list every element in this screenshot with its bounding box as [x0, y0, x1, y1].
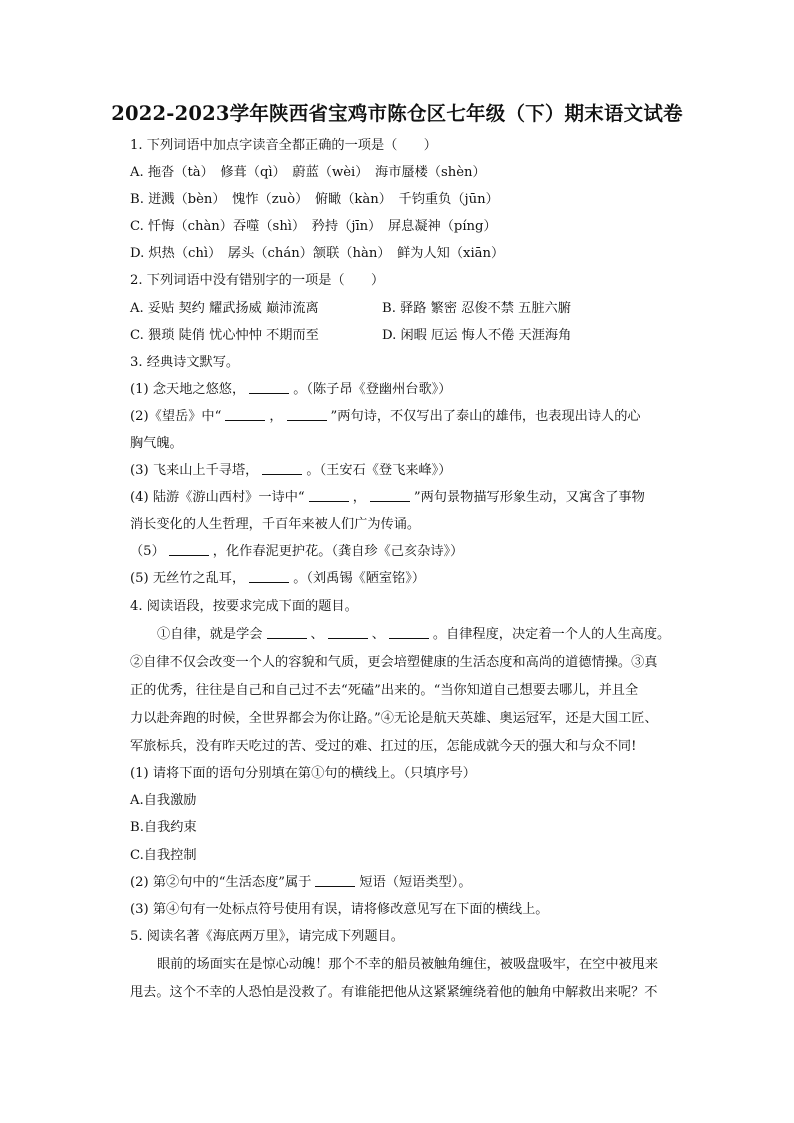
q5-stem: 5. 阅读名著《海底两万里》，请完成下列题目。: [130, 929, 404, 944]
q4-sub-3: (3) 第④句有一处标点符号使用有误，请将修改意见写在下面的横线上。: [130, 902, 549, 917]
q3-item-1-source: 。（陈子昂《登幽州台歌》）: [293, 382, 452, 397]
q3-item-3-source: 。（王安石《登飞来峰》）: [306, 463, 452, 478]
q4-passage-line-1: [157, 626, 670, 644]
q2-option-b: B. 驿路 繁密 忍俊不禁 五脏六腑: [382, 301, 571, 316]
q3-item-5: [130, 543, 463, 561]
q3-item-4-rest: ”两句景物描写形象生动，又寓含了事物: [413, 490, 645, 505]
q4-stem: 4. 阅读语段，按要求完成下面的题目。: [130, 599, 358, 614]
q3-item-4-cont: 消长变化的人生哲理，千百年来被人们广为传诵。: [130, 517, 421, 532]
q3-item-6-text: (5) 无丝竹之乱耳，: [130, 571, 246, 586]
q4-passage-line-2: ②自律不仅会改变一个人的容貌和气质，更会培塑健康的生活态度和高尚的道德情操。③真: [130, 655, 658, 670]
answer-blank[interactable]: [287, 408, 327, 421]
answer-blank[interactable]: [370, 489, 410, 502]
q3-item-3: [130, 462, 451, 480]
answer-blank[interactable]: [328, 626, 368, 639]
q4-passage-text: ①自律，就是学会: [157, 627, 263, 642]
page-title: 2022-2023学年陕西省宝鸡市陈仓区七年级（下）期末语文试卷: [111, 102, 683, 125]
q4-passage-text: 。自律程度，决定着一个人的人生高度。: [432, 627, 671, 642]
answer-blank[interactable]: [315, 874, 355, 887]
q2-option-c: C. 猥琐 陡俏 忧心忡忡 不期而至: [130, 328, 319, 343]
q1-option-b: B. 迸溅（bèn） 愧怍（zuò） 俯瞰（kàn） 千钧重负（jūn）: [130, 192, 499, 207]
q3-item-4-sep: ，: [352, 490, 366, 505]
q1-option-c: C. 忏悔（chàn）吞噬（shì） 矜持（jīn） 屏息凝神（píng）: [130, 219, 497, 234]
q4-option-c: C.自我控制: [130, 848, 197, 863]
q5-passage-line-1: 眼前的场面实在是惊心动魄！那个不幸的船员被触角缠住，被吸盘吸牢，在空中被甩来: [157, 957, 659, 972]
q4-passage-line-5: 军旅标兵，没有昨天吃过的苦、受过的难、扛过的压，怎能成就今天的强大和与众不同!: [130, 739, 637, 754]
q3-item-4: [130, 489, 645, 507]
q3-item-2-text: (2)《望岳》中“: [130, 409, 222, 424]
answer-blank[interactable]: [169, 543, 209, 556]
answer-blank[interactable]: [249, 570, 289, 583]
q3-item-4-text: (4) 陆游《游山西村》一诗中“: [130, 490, 305, 505]
q3-item-6-source: 。（刘禹锡《陋室铭》）: [293, 571, 426, 586]
q2-stem: 2. 下列词语中没有错别字的一项是（ ）: [130, 273, 385, 288]
q4-sub-2-text: (2) 第②句中的“生活态度”属于: [130, 875, 312, 890]
answer-blank[interactable]: [249, 381, 289, 394]
q3-item-3-text: (3) 飞来山上千寻塔，: [130, 463, 259, 478]
q4-passage-line-4: 力以赴奔跑的时候，全世界都会为你让路。”④无论是航天英雄、奥运冠军，还是大国工匠、: [130, 711, 658, 726]
q3-item-1: [130, 381, 451, 399]
answer-blank[interactable]: [267, 626, 307, 639]
q3-item-5-rest: ，化作春泥更护花。（龚自珍《己亥杂诗》）: [212, 544, 464, 559]
q3-item-6: [130, 570, 425, 588]
answer-blank[interactable]: [309, 489, 349, 502]
q1-stem: 1. 下列词语中加点字读音全都正确的一项是（ ）: [130, 138, 437, 153]
q2-option-a: A. 妥贴 契约 耀武扬威 巅沛流离: [130, 301, 319, 316]
q3-item-2-sep: ，: [269, 409, 283, 424]
q4-option-a: A.自我激励: [130, 793, 197, 808]
q3-item-2: [130, 408, 641, 426]
q4-sub-1: (1) 请将下面的语句分别填在第①句的横线上。（只填序号）: [130, 766, 476, 781]
q4-sub-2-rest: 短语（短语类型）。: [359, 875, 472, 890]
q3-stem: 3. 经典诗文默写。: [130, 355, 240, 370]
q3-item-2-cont: 胸气魄。: [130, 436, 183, 451]
q4-sub-2: [130, 874, 472, 892]
q3-item-2-rest: ”两句诗，不仅写出了泰山的雄伟，也表现出诗人的心: [330, 409, 641, 424]
q4-option-b: B.自我约束: [130, 820, 197, 835]
q1-option-d: D. 炽热（chì） 孱头（chán）颔联（hàn） 鲜为人知（xiān）: [130, 246, 505, 261]
q4-sep: 、: [310, 627, 324, 642]
answer-blank[interactable]: [262, 462, 302, 475]
q1-option-a: A. 拖沓（tà） 修葺（qì） 蔚蓝（wèi） 海市蜃楼（shèn）: [130, 165, 486, 180]
q4-sep: 、: [371, 627, 385, 642]
answer-blank[interactable]: [225, 408, 265, 421]
answer-blank[interactable]: [389, 626, 429, 639]
q3-item-1-text: (1) 念天地之悠悠，: [130, 382, 246, 397]
q5-passage-line-2: 甩去。这个不幸的人恐怕是没救了。有谁能把他从这紧紧缠绕着他的触角中解救出来呢？不: [130, 985, 658, 1000]
q3-item-5-num: （5）: [130, 544, 165, 559]
q2-option-d: D. 闲暇 厄运 悔人不倦 天涯海角: [382, 328, 572, 343]
q4-passage-line-3: 正的优秀，往往是自己和自己过不去“死磕”出来的。“当你知道自己想要去哪儿，并且全: [130, 683, 639, 698]
